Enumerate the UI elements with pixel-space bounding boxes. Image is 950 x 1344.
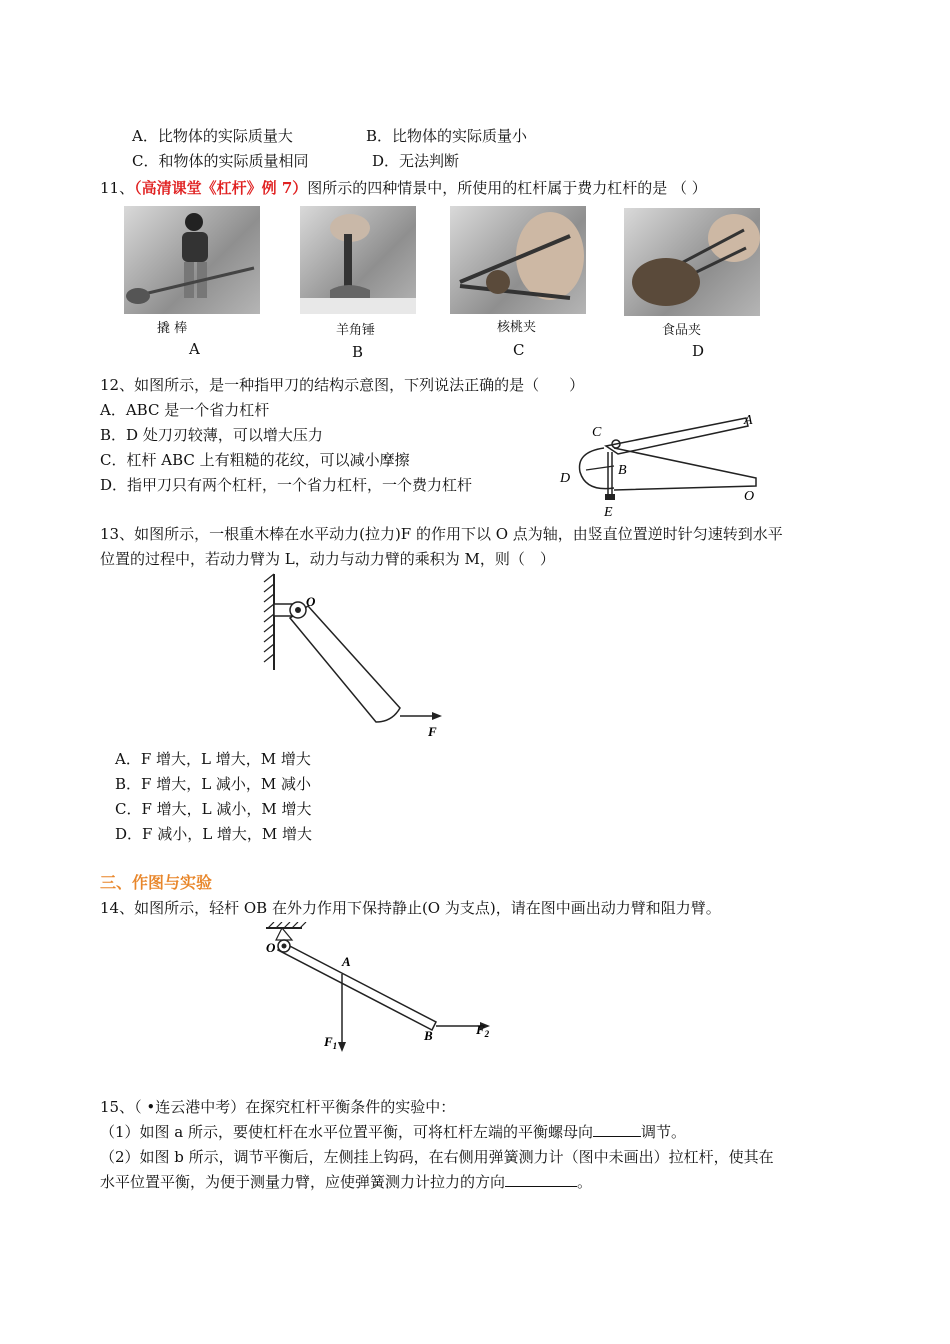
label-b-14: B xyxy=(424,1028,433,1043)
crowbar-photo xyxy=(124,206,260,314)
q15-part1-end: 调节。 xyxy=(641,1123,687,1141)
section-heading: 三、作图与实验 xyxy=(100,873,213,892)
label-d: D xyxy=(560,471,571,486)
letter-c: C xyxy=(513,341,525,359)
label-f2: $F_2$ xyxy=(476,1022,490,1039)
caption-a: 撬 棒 xyxy=(157,321,188,336)
label-b: B xyxy=(618,463,627,478)
q13-option-d: D．F 减小，L 增大，M 增大 xyxy=(115,825,313,843)
q15-part1-text: （1）如图 a 所示，要使杠杆在水平位置平衡，可将杠杆左端的平衡螺母向 xyxy=(100,1123,594,1141)
label-o-14: O xyxy=(266,940,276,955)
q15-blank-2[interactable] xyxy=(505,1172,577,1187)
wooden-rod-diagram xyxy=(260,572,450,740)
q13-stem-line2: 位置的过程中，若动力臂为 L，动力与动力臂的乘积为 M，则（ ） xyxy=(100,550,555,568)
letter-a: A xyxy=(189,340,200,358)
q12-stem: 12、如图所示，是一种指甲刀的结构示意图，下列说法正确的是（ ） xyxy=(100,376,585,394)
q15-blank-1[interactable] xyxy=(593,1122,641,1137)
q15-part2-line1: （2）如图 b 所示，调节平衡后，左侧挂上钩码，在右侧用弹簧测力计（图中未画出）拉杠杆，使其在 xyxy=(100,1148,774,1166)
label-f-13: F xyxy=(428,724,437,739)
label-o: O xyxy=(744,489,755,504)
label-o-13: O xyxy=(306,594,316,609)
q15-part2-end: 。 xyxy=(577,1173,593,1191)
q10-option-a: A．比物体的实际质量大 xyxy=(132,127,293,145)
q13-stem-line1: 13、如图所示，一根重木棒在水平动力(拉力)F 的作用下以 O 点为轴，由竖直位置逆时针匀速转到水平 xyxy=(100,525,783,543)
q12-option-a: A．ABC 是一个省力杠杆 xyxy=(100,401,270,419)
food-tongs-photo xyxy=(624,208,760,316)
label-f1: $F_1$ xyxy=(324,1034,338,1051)
q13-option-b: B．F 增大，L 减小，M 减小 xyxy=(115,775,312,793)
nutcracker-photo xyxy=(450,206,586,314)
q10-option-b: B．比物体的实际质量小 xyxy=(366,127,528,145)
q11-number: 11、 xyxy=(100,179,135,197)
caption-d: 食品夹 xyxy=(662,323,702,338)
q10-option-d: D．无法判断 xyxy=(372,152,460,170)
q15-part2-text: 水平位置平衡，为便于测量力臂，应使弹簧测力计拉力的方向 xyxy=(100,1173,506,1191)
lever-ob-diagram xyxy=(262,922,498,1056)
label-c: C xyxy=(592,425,602,440)
q12-option-c: C．杠杆 ABC 上有粗糙的花纹，可以减小摩擦 xyxy=(100,451,410,469)
q11-source: （高清课堂《杠杆》例 7） xyxy=(134,179,308,197)
caption-c: 核桃夹 xyxy=(497,320,537,335)
label-e: E xyxy=(604,505,613,518)
nail-clipper-diagram xyxy=(556,408,766,518)
q12-option-d: D．指甲刀只有两个杠杆，一个省力杠杆，一个费力杠杆 xyxy=(100,476,473,494)
q15-stem: 15、（ •连云港中考）在探究杠杆平衡条件的实验中： xyxy=(100,1098,456,1116)
letter-b: B xyxy=(352,343,364,361)
q11-stem: 图所示的四种情景中，所使用的杠杆属于费力杠杆的是 （ ） xyxy=(307,179,707,197)
claw-hammer-photo xyxy=(300,206,416,314)
q15-part1 xyxy=(100,1122,686,1142)
q13-option-c: C．F 增大，L 减小，M 增大 xyxy=(115,800,312,818)
caption-b: 羊角锤 xyxy=(336,323,376,338)
label-a-14: A xyxy=(342,954,351,969)
q10-option-c: C．和物体的实际质量相同 xyxy=(132,152,309,170)
q14-stem: 14、如图所示，轻杆 OB 在外力作用下保持静止(O 为支点)，请在图中画出动力臂和阻力臂。 xyxy=(100,899,721,917)
q12-option-b: B．D 处刀刃较薄，可以增大压力 xyxy=(100,426,323,444)
q13-option-a: A．F 增大，L 增大，M 增大 xyxy=(115,750,311,768)
q15-part2-line2 xyxy=(100,1172,592,1192)
label-a: A xyxy=(744,413,753,428)
letter-d: D xyxy=(692,342,705,360)
q11-stem-line xyxy=(100,178,707,198)
